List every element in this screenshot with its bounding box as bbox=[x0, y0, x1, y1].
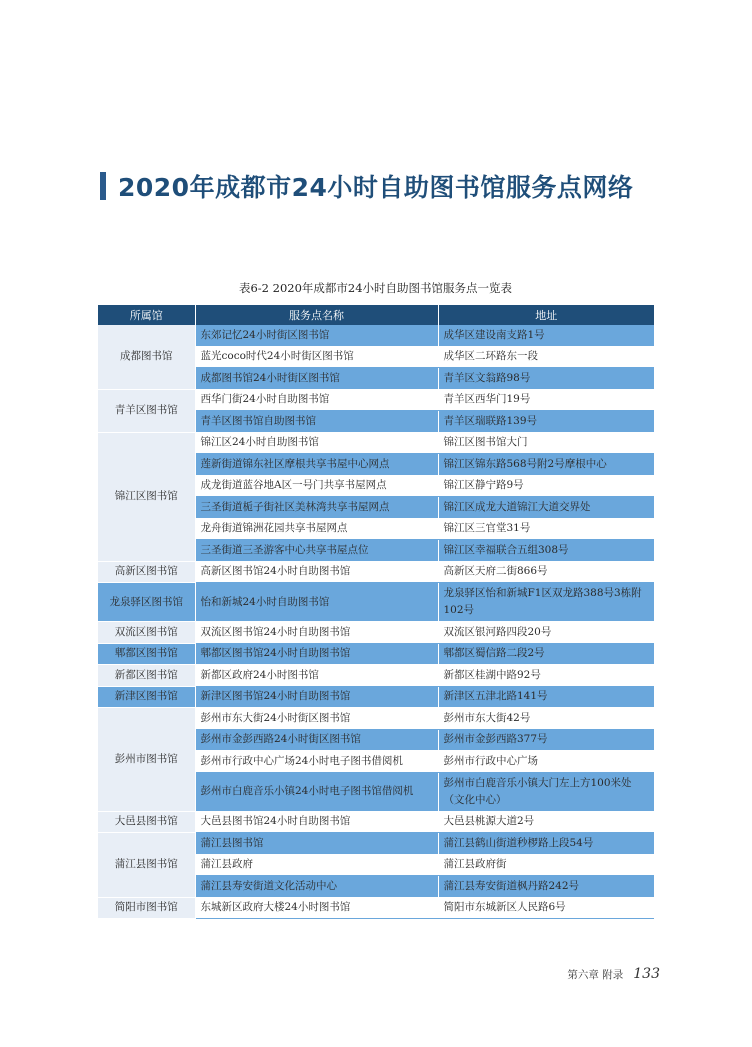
service-point-cell: 蓝光coco时代24小时街区图书馆 bbox=[195, 346, 438, 368]
service-point-cell: 东郊记忆24小时街区图书馆 bbox=[195, 325, 438, 346]
table-row bbox=[98, 665, 654, 687]
address-cell: 锦江区锦东路568号附2号摩根中心 bbox=[438, 454, 654, 476]
table-row bbox=[98, 389, 654, 411]
service-point-cell: 成龙街道蓝谷地A区一号门共享书屋网点 bbox=[195, 475, 438, 497]
service-point-cell: 彭州市白鹿音乐小镇24小时电子图书馆借阅机 bbox=[195, 772, 438, 811]
service-point-cell: 青羊区图书馆自助图书馆 bbox=[195, 411, 438, 433]
address-cell: 龙泉驿区怡和新城F1区双龙路388号3栋附102号 bbox=[438, 583, 654, 622]
service-point-cell: 新津区图书馆24小时自助图书馆 bbox=[195, 686, 438, 708]
service-point-cell: 三圣街道栀子街社区美林湾共享书屋网点 bbox=[195, 497, 438, 519]
service-points-table bbox=[98, 305, 654, 920]
address-cell: 锦江区图书馆大门 bbox=[438, 432, 654, 454]
address-cell: 成华区建设南支路1号 bbox=[438, 325, 654, 346]
address-cell: 锦江区静宁路9号 bbox=[438, 475, 654, 497]
table-row bbox=[98, 811, 654, 833]
service-point-cell: 西华门街24小时自助图书馆 bbox=[195, 389, 438, 411]
service-point-cell: 莲新街道锦东社区摩根共享书屋中心网点 bbox=[195, 454, 438, 476]
table-row bbox=[98, 622, 654, 644]
library-cell: 新津区图书馆 bbox=[98, 686, 195, 708]
column-header-address: 地址 bbox=[438, 305, 654, 325]
address-cell: 彭州市行政中心广场 bbox=[438, 751, 654, 773]
address-cell: 高新区天府二街866号 bbox=[438, 561, 654, 583]
page-footer bbox=[567, 966, 660, 982]
service-point-cell: 彭州市东大街24小时街区图书馆 bbox=[195, 708, 438, 730]
service-point-cell: 龙舟街道锦洲花园共享书屋网点 bbox=[195, 518, 438, 540]
chapter-label: 第六章 附录 bbox=[567, 969, 624, 981]
library-cell: 简阳市图书馆 bbox=[98, 897, 195, 919]
service-point-cell: 锦江区24小时自助图书馆 bbox=[195, 432, 438, 454]
service-point-cell: 怡和新城24小时自助图书馆 bbox=[195, 583, 438, 622]
library-cell: 郫都区图书馆 bbox=[98, 643, 195, 665]
table-row bbox=[98, 833, 654, 855]
address-cell: 新津区五津北路141号 bbox=[438, 686, 654, 708]
section-heading bbox=[100, 168, 633, 204]
address-cell: 彭州市白鹿音乐小镇大门左上方100米处（文化中心） bbox=[438, 772, 654, 811]
service-point-cell: 郫都区图书馆24小时自助图书馆 bbox=[195, 643, 438, 665]
library-cell: 成都图书馆 bbox=[98, 325, 195, 389]
table-row bbox=[98, 686, 654, 708]
table-row bbox=[98, 708, 654, 730]
table-row bbox=[98, 583, 654, 622]
address-cell: 锦江区三官堂31号 bbox=[438, 518, 654, 540]
table-header-row bbox=[98, 305, 654, 325]
service-point-cell: 蒲江县图书馆 bbox=[195, 833, 438, 855]
table-row bbox=[98, 643, 654, 665]
address-cell: 蒲江县寿安街道枫丹路242号 bbox=[438, 876, 654, 898]
service-point-cell: 三圣街道三圣游客中心共享书屋点位 bbox=[195, 540, 438, 562]
library-cell: 彭州市图书馆 bbox=[98, 708, 195, 812]
table-row bbox=[98, 561, 654, 583]
address-cell: 双流区银河路四段20号 bbox=[438, 622, 654, 644]
address-cell: 大邑县桃源大道2号 bbox=[438, 811, 654, 833]
page-number: 133 bbox=[633, 966, 660, 982]
service-point-cell: 新都区政府24小时图书馆 bbox=[195, 665, 438, 687]
service-point-cell: 成都图书馆24小时街区图书馆 bbox=[195, 368, 438, 390]
address-cell: 郫都区蜀信路二段2号 bbox=[438, 643, 654, 665]
service-point-cell: 彭州市金彭西路24小时街区图书馆 bbox=[195, 729, 438, 751]
address-cell: 蒲江县鹤山街道秒椤路上段54号 bbox=[438, 833, 654, 855]
address-cell: 成华区二环路东一段 bbox=[438, 346, 654, 368]
address-cell: 彭州市东大街42号 bbox=[438, 708, 654, 730]
library-cell: 龙泉驿区图书馆 bbox=[98, 583, 195, 622]
table-row bbox=[98, 325, 654, 346]
library-cell: 双流区图书馆 bbox=[98, 622, 195, 644]
address-cell: 新都区桂湖中路92号 bbox=[438, 665, 654, 687]
address-cell: 彭州市金彭西路377号 bbox=[438, 729, 654, 751]
address-cell: 青羊区瑞联路139号 bbox=[438, 411, 654, 433]
library-cell: 锦江区图书馆 bbox=[98, 432, 195, 561]
service-point-cell: 蒲江县政府 bbox=[195, 854, 438, 876]
table-row bbox=[98, 432, 654, 454]
address-cell: 青羊区西华门19号 bbox=[438, 389, 654, 411]
service-point-cell: 双流区图书馆24小时自助图书馆 bbox=[195, 622, 438, 644]
address-cell: 蒲江县政府街 bbox=[438, 854, 654, 876]
column-header-library: 所属馆 bbox=[98, 305, 195, 325]
address-cell: 青羊区文翁路98号 bbox=[438, 368, 654, 390]
library-cell: 蒲江县图书馆 bbox=[98, 833, 195, 898]
library-cell: 新都区图书馆 bbox=[98, 665, 195, 687]
heading-accent-bar bbox=[100, 172, 106, 200]
service-point-cell: 高新区图书馆24小时自助图书馆 bbox=[195, 561, 438, 583]
service-point-cell: 彭州市行政中心广场24小时电子图书借阅机 bbox=[195, 751, 438, 773]
table-row bbox=[98, 897, 654, 919]
address-cell: 锦江区成龙大道锦江大道交界处 bbox=[438, 497, 654, 519]
service-point-cell: 东城新区政府大楼24小时图书馆 bbox=[195, 897, 438, 919]
library-cell: 大邑县图书馆 bbox=[98, 811, 195, 833]
column-header-service: 服务点名称 bbox=[195, 305, 438, 325]
service-point-cell: 蒲江县寿安街道文化活动中心 bbox=[195, 876, 438, 898]
address-cell: 简阳市东城新区人民路6号 bbox=[438, 897, 654, 919]
table-bottom-rule bbox=[98, 919, 654, 920]
table-caption: 表6-2 2020年成都市24小时自助图书馆服务点一览表 bbox=[238, 281, 513, 295]
library-cell: 高新区图书馆 bbox=[98, 561, 195, 583]
service-point-cell: 大邑县图书馆24小时自助图书馆 bbox=[195, 811, 438, 833]
library-cell: 青羊区图书馆 bbox=[98, 389, 195, 432]
address-cell: 锦江区幸福联合五组308号 bbox=[438, 540, 654, 562]
page-title: 2020年成都市24小时自助图书馆服务点网络 bbox=[118, 173, 634, 202]
